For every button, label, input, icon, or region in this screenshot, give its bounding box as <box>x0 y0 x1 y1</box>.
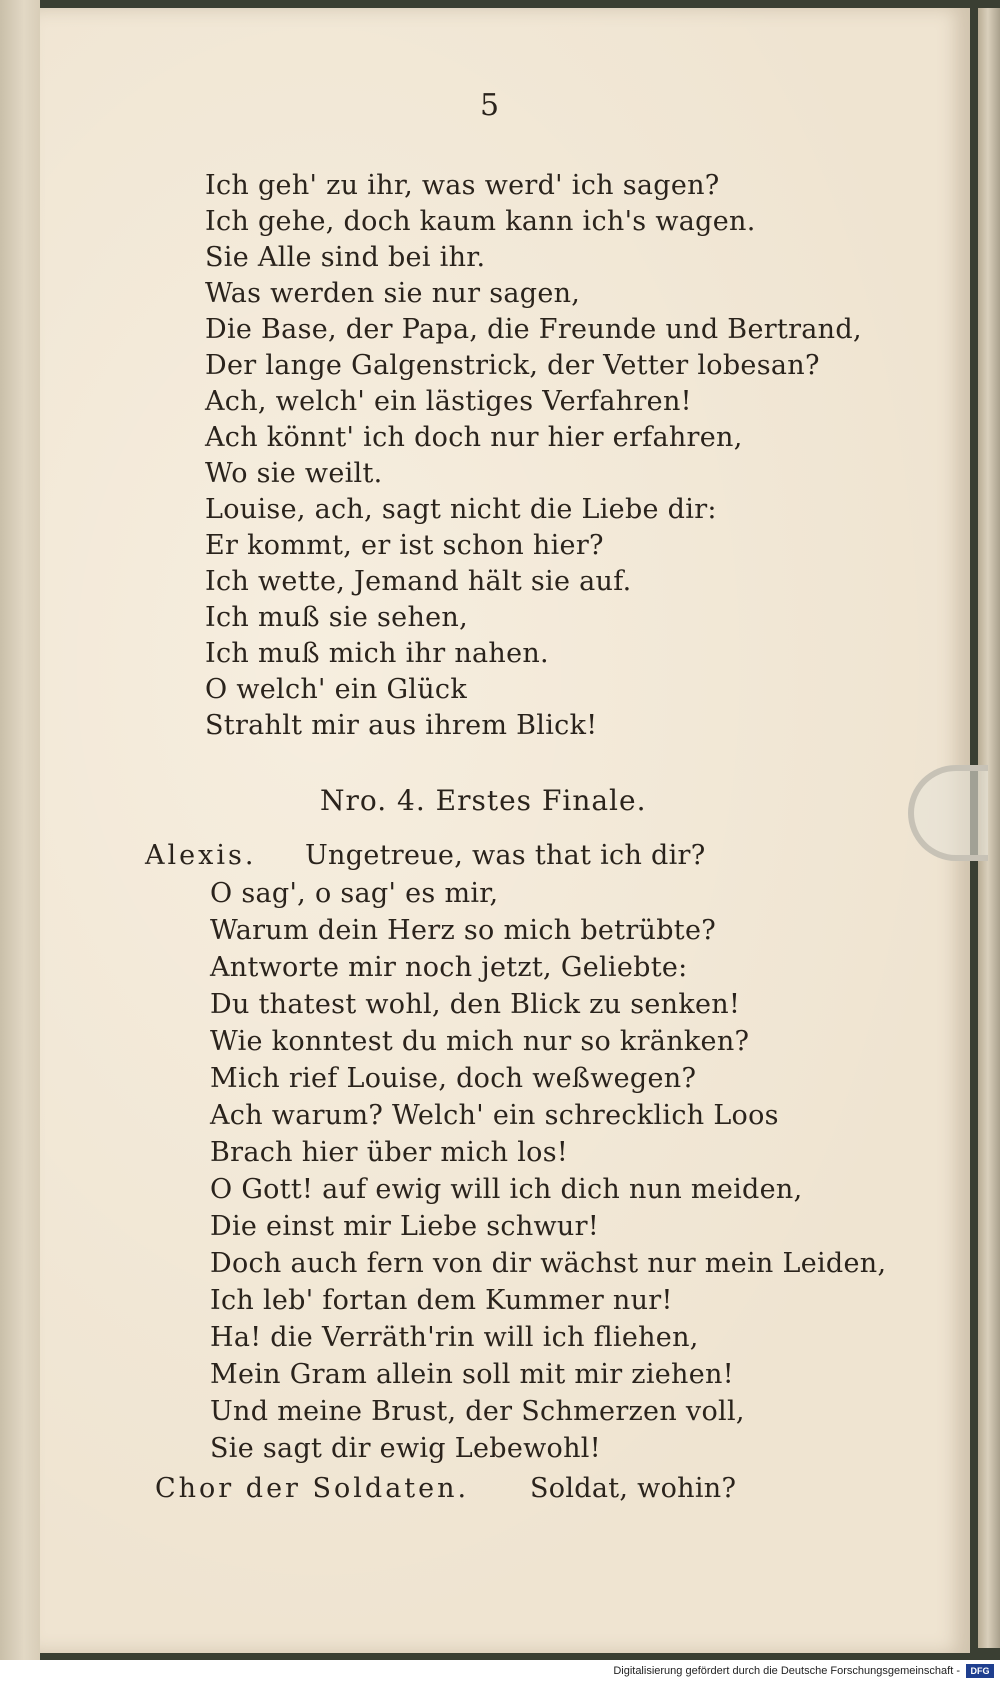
verse-line: Er kommt, er ist schon hier? <box>205 530 604 561</box>
verse-line: Was werden sie nur sagen, <box>205 278 581 309</box>
verse-line: Soldat, wohin? <box>530 1473 737 1504</box>
verse-line: Doch auch fern von dir wächst nur mein Leiden, <box>210 1248 887 1279</box>
verse-line: Louise, ach, sagt nicht die Liebe dir: <box>205 494 717 525</box>
verse-line: O sag', o sag' es mir, <box>210 878 499 909</box>
footer-credit: Digitalisierung gefördert durch die Deutsche Forschungsgemeinschaft - <box>613 1665 960 1677</box>
verse-line: Der lange Galgenstrick, der Vetter lobesan? <box>205 350 820 381</box>
verse-line: Strahlt mir aus ihrem Blick! <box>205 710 598 741</box>
verse-line: Mich rief Louise, doch weßwegen? <box>210 1063 697 1094</box>
verse-line: Mein Gram allein soll mit mir ziehen! <box>210 1359 734 1390</box>
verse-line: Sie Alle sind bei ihr. <box>205 242 486 273</box>
verse-line: Ich muß sie sehen, <box>205 602 468 633</box>
verse-line: Brach hier über mich los! <box>210 1137 568 1168</box>
verse-line: Ich muß mich ihr nahen. <box>205 638 549 669</box>
verse-line: Ungetreue, was that ich dir? <box>305 840 706 871</box>
verse-line: Du thatest wohl, den Blick zu senken! <box>210 989 741 1020</box>
verse-line: Wo sie weilt. <box>205 458 383 489</box>
verse-line: Die Base, der Papa, die Freunde und Bertrand, <box>205 314 862 345</box>
dfg-logo: DFG <box>966 1664 994 1678</box>
verse-line: Ich leb' fortan dem Kummer nur! <box>210 1285 673 1316</box>
verse-line: Ach könnt' ich doch nur hier erfahren, <box>205 422 743 453</box>
verse-line: Warum dein Herz so mich betrübte? <box>210 915 717 946</box>
verse-line: Ha! die Verräth'rin will ich fliehen, <box>210 1322 699 1353</box>
verse-line: Die einst mir Liebe schwur! <box>210 1211 599 1242</box>
verse-line: Antworte mir noch jetzt, Geliebte: <box>210 952 688 983</box>
verse-line: Ich gehe, doch kaum kann ich's wagen. <box>205 206 756 237</box>
verse-line: O Gott! auf ewig will ich dich nun meiden, <box>210 1174 803 1205</box>
verse-line: Und meine Brust, der Schmerzen voll, <box>210 1396 745 1427</box>
page-number: 5 <box>480 88 500 123</box>
verse-line: O welch' ein Glück <box>205 674 468 705</box>
speaker-alexis: Alexis. <box>145 840 257 871</box>
verse-line: Sie sagt dir ewig Lebewohl! <box>210 1433 601 1464</box>
speaker-chor: Chor der Soldaten. <box>155 1473 470 1504</box>
verse-line: Ich geh' zu ihr, was werd' ich sagen? <box>205 170 720 201</box>
verse-line: Ich wette, Jemand hält sie auf. <box>205 566 632 597</box>
section-heading: Nro. 4. Erstes Finale. <box>320 784 647 817</box>
verse-line: Ach warum? Welch' ein schrecklich Loos <box>210 1100 779 1131</box>
verse-line: Ach, welch' ein lästiges Verfahren! <box>205 386 692 417</box>
verse-line: Wie konntest du mich nur so kränken? <box>210 1026 750 1057</box>
